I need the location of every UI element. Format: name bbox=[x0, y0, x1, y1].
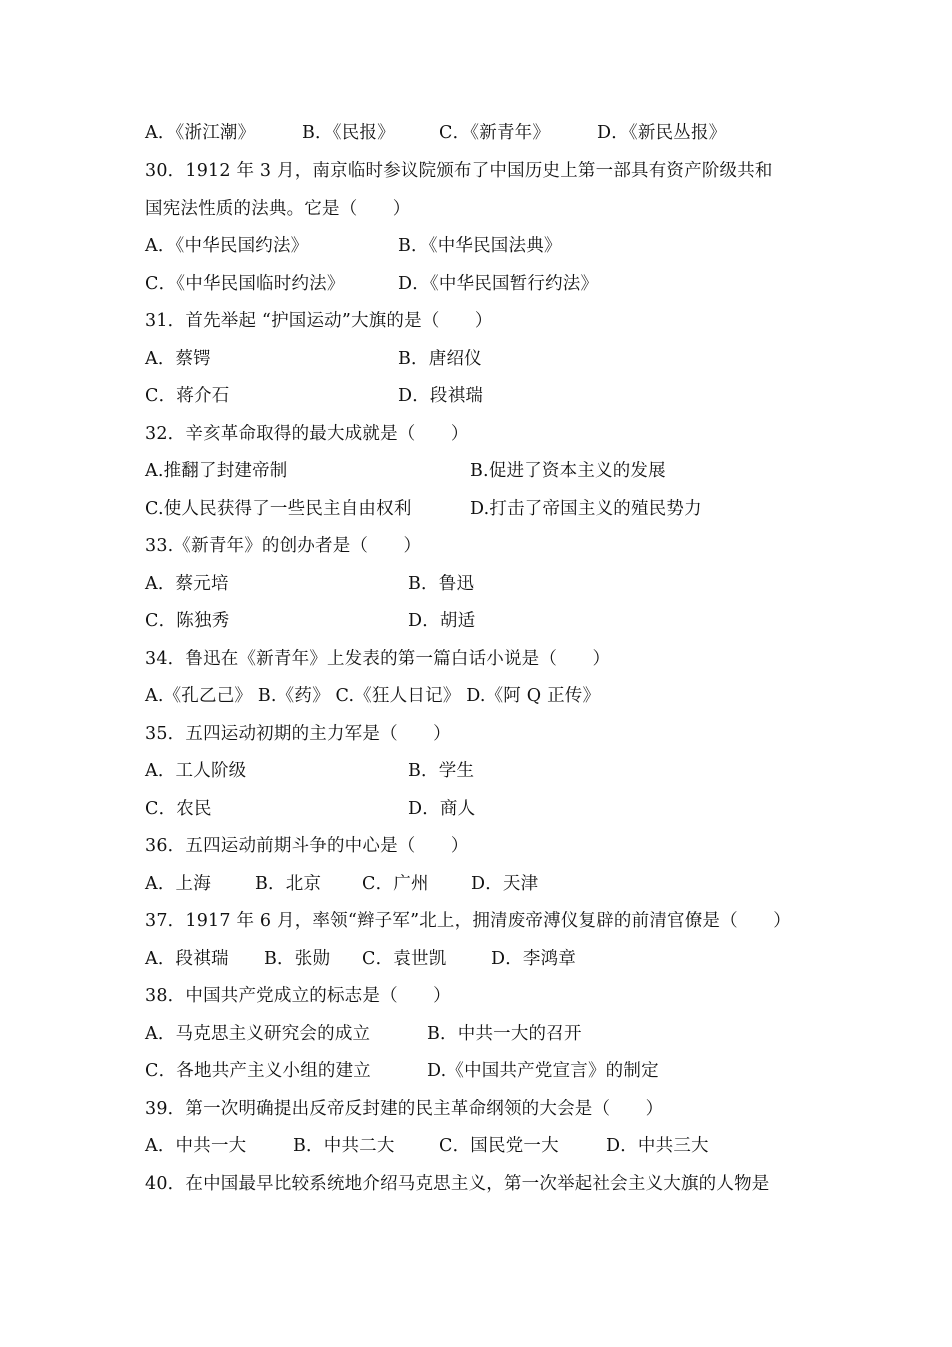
answer-option: D．天津 bbox=[471, 874, 539, 894]
answer-option: D．商人 bbox=[408, 799, 476, 819]
answer-option: A．马克思主义研究会的成立 bbox=[145, 1024, 371, 1044]
answer-option: A．中共一大 bbox=[145, 1136, 247, 1156]
answer-option: B．中共一大的召开 bbox=[427, 1024, 582, 1044]
answer-option: A．《中华民国约法》 bbox=[145, 236, 309, 256]
answer-option: D.《中国共产党宣言》的制定 bbox=[427, 1061, 659, 1081]
answer-option: A．上海 bbox=[145, 874, 211, 894]
answer-option: B．张勋 bbox=[264, 949, 331, 969]
answer-option: C．广州 bbox=[362, 874, 429, 894]
text-line: 37．1917 年 6 月，率领“辫子军”北上，拥清废帝溥仪复辟的前清官僚是（ ） bbox=[145, 911, 791, 931]
answer-option: C.使人民获得了一些民主自由权利 bbox=[145, 499, 412, 519]
answer-option: C．国民党一大 bbox=[439, 1136, 559, 1156]
answer-option: D.打击了帝国主义的殖民势力 bbox=[470, 499, 702, 519]
answer-option: C．农民 bbox=[145, 799, 212, 819]
answer-option: C．《中华民国临时约法》 bbox=[145, 274, 345, 294]
text-line: 35．五四运动初期的主力军是（ ） bbox=[145, 724, 451, 744]
answer-option: B.促进了资本主义的发展 bbox=[470, 461, 666, 481]
answer-option: D．李鸿章 bbox=[491, 949, 577, 969]
answer-option: C．袁世凯 bbox=[362, 949, 447, 969]
answer-option: B．唐绍仪 bbox=[398, 349, 482, 369]
text-line: 38．中国共产党成立的标志是（ ） bbox=[145, 986, 451, 1006]
text-line: 39．第一次明确提出反帝反封建的民主革命纲领的大会是（ ） bbox=[145, 1099, 664, 1119]
answer-option: B．北京 bbox=[255, 874, 322, 894]
answer-option: A．段祺瑞 bbox=[145, 949, 229, 969]
text-line: 34．鲁迅在《新青年》上发表的第一篇白话小说是（ ） bbox=[145, 649, 611, 669]
answer-option: B．鲁迅 bbox=[408, 574, 475, 594]
answer-option: B．学生 bbox=[408, 761, 475, 781]
answer-option: C．《新青年》 bbox=[439, 123, 551, 143]
answer-option: A．蔡锷 bbox=[145, 349, 211, 369]
text-line: 国宪法性质的法典。它是（ ） bbox=[145, 199, 411, 219]
answer-option: B．《中华民国法典》 bbox=[398, 236, 562, 256]
answer-option: A.推翻了封建帝制 bbox=[145, 461, 288, 481]
answer-option: C．蒋介石 bbox=[145, 386, 230, 406]
text-line: 31．首先举起 “护国运动”大旗的是（ ） bbox=[145, 311, 493, 331]
answer-option: D．胡适 bbox=[408, 611, 476, 631]
answer-option: D．《中华民国暂行约法》 bbox=[398, 274, 599, 294]
answer-option: B．中共二大 bbox=[293, 1136, 395, 1156]
answer-option: D．中共三大 bbox=[606, 1136, 709, 1156]
answer-option: A．蔡元培 bbox=[145, 574, 229, 594]
answer-option: A．《浙江潮》 bbox=[145, 123, 256, 143]
answer-option: B．《民报》 bbox=[302, 123, 395, 143]
answer-option: A．工人阶级 bbox=[145, 761, 247, 781]
answer-option: D．《新民丛报》 bbox=[597, 123, 727, 143]
text-line: A.《孔乙己》 B.《药》 C.《狂人日记》 D.《阿 Q 正传》 bbox=[145, 686, 601, 706]
answer-option: C．各地共产主义小组的建立 bbox=[145, 1061, 371, 1081]
text-line: 30．1912 年 3 月，南京临时参议院颁布了中国历史上第一部具有资产阶级共和 bbox=[145, 161, 773, 181]
text-line: 40．在中国最早比较系统地介绍马克思主义，第一次举起社会主义大旗的人物是 bbox=[145, 1174, 770, 1194]
answer-option: D．段祺瑞 bbox=[398, 386, 484, 406]
text-line: 32．辛亥革命取得的最大成就是（ ） bbox=[145, 424, 469, 444]
text-line: 36．五四运动前期斗争的中心是（ ） bbox=[145, 836, 469, 856]
answer-option: C．陈独秀 bbox=[145, 611, 230, 631]
text-line: 33.《新青年》的创办者是（ ） bbox=[145, 536, 422, 556]
